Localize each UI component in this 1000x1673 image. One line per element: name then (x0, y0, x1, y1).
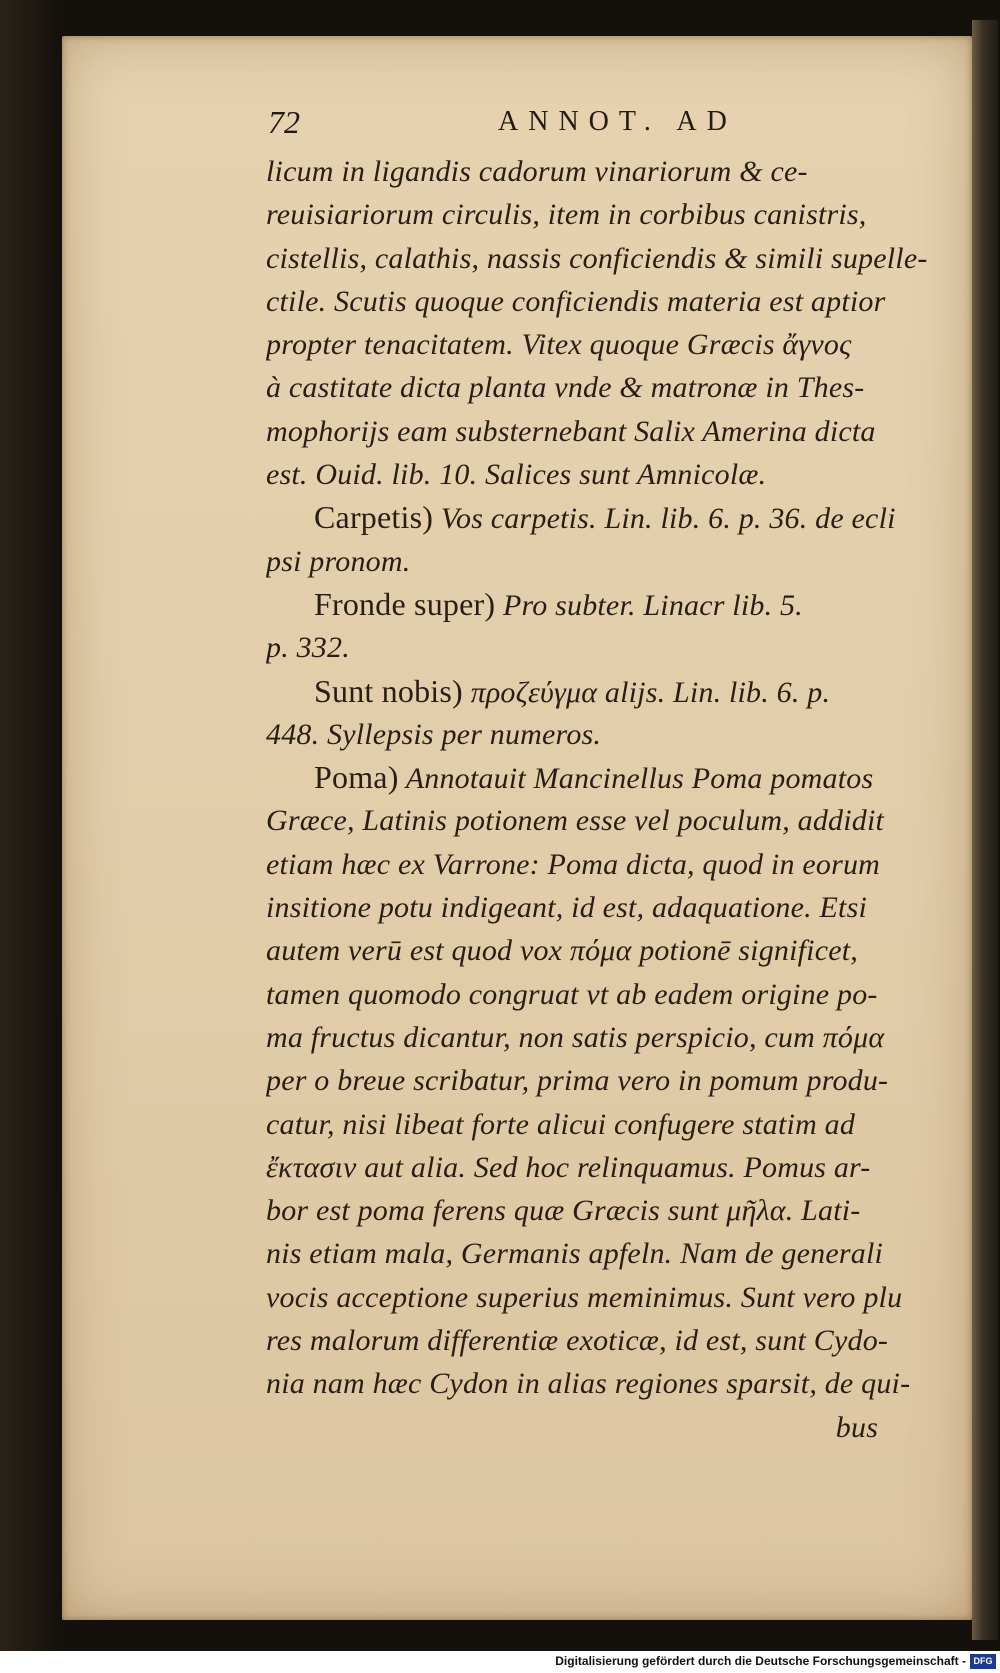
line-text: licum in ligandis cadorum vinariorum & ce- (266, 155, 808, 188)
line-text: à castitate dicta planta vnde & matronæ in Thes- (266, 371, 865, 405)
catchword-line (266, 1406, 956, 1449)
text-line (266, 670, 956, 713)
line-text: ma fructus dicantur, non satis perspicio, cum πόμα (266, 1020, 885, 1054)
text-line (266, 237, 956, 280)
lemma: Poma) (314, 759, 399, 796)
text-line (266, 280, 956, 323)
line-text: Græce, Latinis potionem esse vel poculum, addidit (266, 804, 885, 838)
text-line (266, 410, 956, 453)
line-text: cistellis, calathis, nassis conficiendis & simili supelle- (266, 241, 928, 275)
line-text: mophorijs eam substernebant Salix Amerina dicta (266, 414, 876, 448)
text-line (266, 366, 956, 409)
body-text (266, 150, 956, 1449)
line-text: ctile. Scutis quoque conficiendis materia est aptior (266, 284, 886, 318)
lemma: Sunt nobis) (314, 672, 463, 709)
line-text: per o breue scribatur, prima vero in pomum produ- (266, 1064, 889, 1098)
line-text: etiam hæc ex Varrone: Poma dicta, quod in eorum (266, 847, 881, 881)
line-text: est. Ouid. lib. 10. Salices sunt Amnicolæ. (266, 458, 767, 492)
line-text: catur, nisi libeat forte alicui confugere statim ad (266, 1107, 856, 1141)
line-text: 448. Syllepsis per numeros. (266, 717, 602, 751)
text-line (266, 1016, 956, 1059)
line-text: ἔκτασιν aut alia. Sed hoc relinquamus. Pomus ar- (266, 1150, 871, 1184)
text-line (266, 713, 956, 756)
text-line (266, 1103, 956, 1146)
text-line (266, 886, 956, 929)
line-text: reuisiariorum circulis, item in corbibus canistris, (266, 198, 867, 232)
text-line (266, 1059, 956, 1102)
text-line (266, 540, 956, 583)
line-text: autem verū est quod vox πόμα potionē significet, (266, 934, 858, 968)
line-text: vocis acceptione superius meminimus. Sunt vero plu (266, 1280, 903, 1314)
text-line (266, 496, 956, 539)
page-number: 72 (268, 104, 300, 140)
text-line (266, 1362, 956, 1405)
text-line (266, 1146, 956, 1189)
line-text: Vos carpetis. Lin. lib. 6. p. 36. de ecli (440, 502, 896, 536)
text-line (266, 1189, 956, 1232)
text-line (266, 973, 956, 1016)
line-text: προζεύγμα alijs. Lin. lib. 6. p. (470, 675, 831, 709)
text-line (266, 626, 956, 669)
page-edge (972, 20, 998, 1640)
text-line (266, 1232, 956, 1275)
text-line (266, 1276, 956, 1319)
text-line (266, 843, 956, 886)
line-text: Pro subter. Linacr lib. 5. (502, 588, 803, 622)
lemma: Carpetis) (314, 499, 434, 536)
running-title: ANNOT. AD (498, 106, 737, 137)
line-text: tamen quomodo congruat vt ab eadem origine po- (266, 977, 878, 1011)
text-line (266, 453, 956, 496)
line-text: psi pronom. (266, 544, 411, 578)
line-text: insitione potu indigeant, id est, adaquatione. Etsi (266, 891, 868, 925)
text-line (266, 756, 956, 799)
text-line (266, 193, 956, 236)
text-line (266, 929, 956, 972)
line-text: propter tenacitatem. Vitex quoque Græcis ἄγνος (266, 328, 852, 362)
line-text: nia nam hæc Cydon in alias regiones sparsit, de qui- (266, 1367, 911, 1401)
text-line (266, 583, 956, 626)
lemma: Fronde super) (314, 585, 496, 622)
text-line (266, 150, 956, 193)
catchword: bus (266, 1410, 879, 1444)
line-text: res malorum differentiæ exoticæ, id est, sunt Cydo- (266, 1324, 889, 1358)
page-header (268, 104, 908, 150)
line-text: nis etiam mala, Germanis apfeln. Nam de generali (266, 1237, 884, 1271)
text-line (266, 1319, 956, 1362)
funding-credit: Digitalisierung gefördert durch die Deutsche Forschungsgemeinschaft - (555, 1654, 966, 1668)
text-line (266, 799, 956, 842)
text-line (266, 323, 956, 366)
line-text: Annotauit Mancinellus Poma pomatos (405, 762, 874, 796)
line-text: bor est poma ferens quæ Græcis sunt μῆλα. Lati- (266, 1194, 861, 1228)
line-text: p. 332. (266, 631, 350, 665)
dfg-logo-icon: DFG (970, 1654, 996, 1669)
digitization-footer (0, 1651, 1000, 1673)
